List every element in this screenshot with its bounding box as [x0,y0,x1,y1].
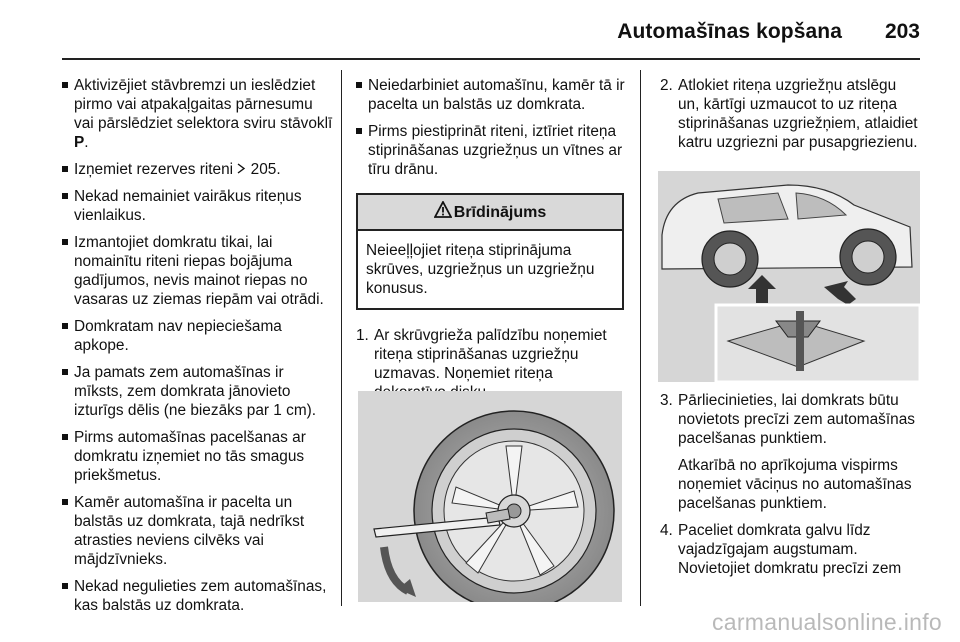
warning-header [358,195,622,231]
header-rule [62,58,920,60]
page-number: 203 [884,20,920,43]
step-note: Atkarībā no aprīkojuma vispirms noņemiet vāciņus no automašīnas pacelšanas punktiem. [678,457,912,512]
page-header [0,0,960,60]
column-divider [341,70,342,606]
column-3 [660,76,920,160]
precaution-list [62,76,334,615]
list-item: Pirms piestiprināt riteni, iztīriet riteņa stiprināšanas uzgriežņus un vītnes ar tīru drānu. [356,122,626,179]
step-list [660,76,920,152]
precaution-list [356,76,626,179]
column-1 [62,76,334,623]
list-item: 4. Paceliet domkrata galvu līdz vajadzīgajam augstumam. Novietojiet domkratu precīzi zem [660,522,902,577]
list-item: Izņemiet rezerves riteni 205. [62,160,334,179]
list-item: 3. Pārliecinieties, lai domkrats būtu novietots precīzi zem automašīnas pacelšanas punktiem. Atkarībā no aprīkojuma vispirms noņemiet vāciņus no automašīnas pacelšanas punktiem. [660,391,920,513]
step-list [660,391,920,578]
list-item: Ja pamats zem automašīnas ir mīksts, zem domkrata jānovieto izturīgs dēlis (ne biezāks par 1 cm). [62,363,334,420]
section-title: Automašīnas kopšana [617,20,842,43]
list-item: Nekad nemainiet vairākus riteņus vienlaikus. [62,187,334,225]
warning-title: Brīdinājums [453,203,547,221]
column-3-continued [660,391,920,586]
list-item: Izmantojiet domkratu tikai, lai nomainītu riteni riepas bojājuma gadījumos, nevis mainot riepas no vasaras uz ziemas riepām vai otrādi. [62,233,334,309]
list-item: 1. Ar skrūvgrieža palīdzību noņemiet riteņa stiprināšanas uzgriežņu uzmavas. Noņemiet riteņa [356,327,607,382]
list-item: Pirms automašīnas pacelšanas ar domkratu izņemiet no tās smagus priekšmetus. [62,428,334,485]
watermark: carmanualsonline.info [711,609,942,635]
column-2 [356,76,626,410]
list-item: Neiedarbiniet automašīnu, kamēr tā ir pacelta un balstās uz domkrata. [356,76,626,114]
list-item: 2. Atlokiet riteņa uzgriežņu atslēgu un, kārtīgi uzmaucot to uz riteņa stiprināšanas uzgriežņiem, atlaidiet katru uzgriezni par pusapgriezienu. [660,77,918,151]
warning-body: Neieeļļojiet riteņa stiprinājuma skrūves, uzgriežņus un uzgriežņu konusus. [366,242,595,297]
column-divider [640,70,641,606]
list-item: Kamēr automašīna ir pacelta un balstās uz domkrata, tajā nedrīkst atrasties neviens cilvēks vai mājdzīvnieks. [62,493,334,569]
list-item: Domkratam nav nepieciešama apkope. [62,317,334,355]
list-item: Nekad negulieties zem automašīnas, kas balstās uz domkrata. [62,577,334,615]
warning-box [356,193,624,310]
jack-position-figure [658,171,920,382]
warning-triangle-icon [434,201,454,223]
wheel-cover-removal-figure [358,391,622,602]
list-item: Aktivizējiet stāvbremzi un ieslēdziet pirmo vai atpakaļgaitas pārnesumu vai pārslēdziet selektora sviru stāvoklī P. [62,76,334,152]
